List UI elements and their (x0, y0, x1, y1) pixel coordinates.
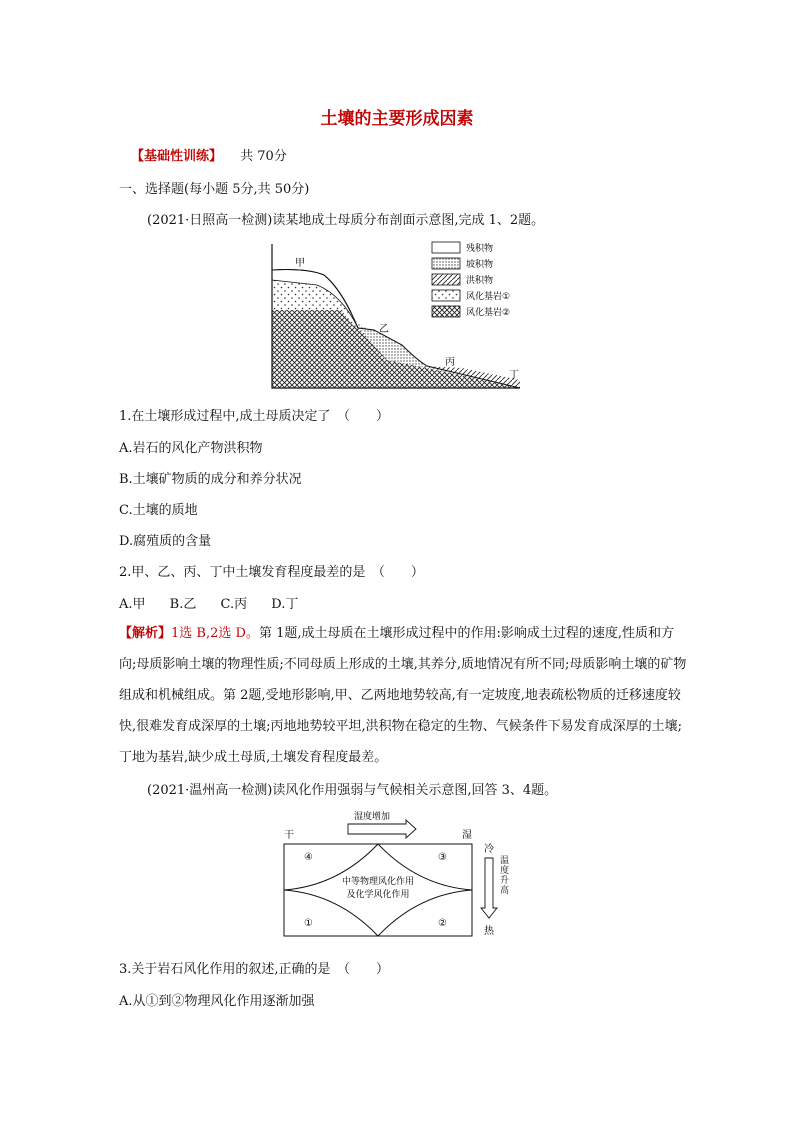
section-header (131, 145, 287, 164)
label-bing: 丙 (445, 357, 455, 368)
cold-label: 冷 (484, 844, 494, 855)
question-2-option-a[interactable]: A.甲 (119, 597, 146, 612)
question-2-stem: 2.甲、乙、丙、丁中土壤发育程度最差的是 （ ） (119, 565, 424, 580)
legend-bedrock-1: 风化基岩① (466, 292, 511, 302)
intro-2: (2021·温州高一检测)读风化作用强弱与气候相关示意图,回答 3、4题。 (147, 783, 558, 798)
center-label-1: 中等物理风化作用 (341, 877, 415, 887)
legend-swatch-alluvial (432, 274, 460, 285)
hot-label: 热 (484, 926, 494, 937)
legend-swatch-residual (432, 242, 460, 253)
legend-alluvial: 洪积物 (466, 276, 494, 286)
intro-1: (2021·日照高一检测)读某地成土母质分布剖面示意图,完成 1、2题。 (147, 213, 545, 228)
analysis-answer: 1选 B,2选 D。 (171, 626, 259, 641)
region-2: ② (438, 918, 447, 929)
region-1: ① (304, 918, 313, 929)
label-jia: 甲 (295, 258, 305, 269)
center-label-2: 及化学风化作用 (346, 890, 410, 900)
region-4: ④ (304, 852, 313, 863)
label-ding: 丁 (509, 370, 519, 381)
question-1-option-a[interactable]: A.岩石的风化产物洪积物 (119, 441, 263, 456)
legend-slope: 坡积物 (466, 260, 494, 270)
legend-residual: 残积物 (466, 244, 494, 254)
legend-swatch-bedrock-2 (432, 306, 460, 317)
question-3-stem: 3.关于岩石风化作用的叙述,正确的是 （ ） (119, 962, 390, 977)
section-label: 【基础性训练】 (131, 149, 223, 164)
dry-label: 干 (284, 830, 294, 841)
region-3: ③ (438, 852, 447, 863)
question-2-option-b[interactable]: B.乙 (169, 597, 197, 612)
question-1-option-c[interactable]: C.土壤的质地 (119, 503, 198, 518)
question-2-options (119, 593, 298, 612)
legend-swatch-slope (432, 258, 460, 269)
question-1-option-b[interactable]: B.土壤矿物质的成分和养分状况 (119, 472, 302, 487)
weathering-climate-figure (278, 808, 508, 938)
wet-label: 湿 (462, 830, 472, 841)
humidity-arrow (348, 820, 416, 838)
question-2-option-c[interactable]: C.丙 (220, 597, 248, 612)
temperature-arrow (481, 858, 497, 918)
temperature-label: 温度升高 (500, 856, 510, 896)
question-2-option-d[interactable]: D.丁 (271, 597, 299, 612)
humidity-label: 湿度增加 (354, 812, 391, 822)
legend-swatch-bedrock-1 (432, 290, 460, 301)
question-1-option-d[interactable]: D.腐殖质的含量 (119, 534, 212, 549)
analysis-body: 第 1题,成土母质在土壤形成过程中的作用:影响成土过程的速度,性质和方向;母质影响土壤的物理性质;不同母质上形成的土壤,其养分,质地情况有所不同;母质影响土壤的矿物组成和机械组成。第 2题,受地形影响,甲、乙两地地势较高,有一定坡度,地表疏松物质的迁移速度较快,很难发育成深厚的土壤;丙地地势较平坦,洪积物在稳定的生物、气候条件下易发育成深厚的土壤;丁地为基岩,缺少成土母质,土壤发育程度最差。 (119, 626, 687, 765)
part-heading: 一、选择题(每小题 5分,共 50分) (119, 182, 310, 197)
label-yi: 乙 (379, 324, 389, 335)
soil-profile-figure (262, 240, 532, 392)
analysis-tag: 【解析】 (119, 626, 172, 641)
analysis-block (119, 618, 689, 773)
page-title: 土壤的主要形成因素 (320, 109, 474, 129)
question-1-stem: 1.在土壤形成过程中,成土母质决定了 （ ） (119, 409, 390, 424)
legend-bedrock-2: 风化基岩② (466, 308, 511, 318)
question-3-option-a[interactable]: A.从①到②物理风化作用逐渐加强 (119, 994, 315, 1009)
section-score: 共 70分 (240, 149, 287, 164)
